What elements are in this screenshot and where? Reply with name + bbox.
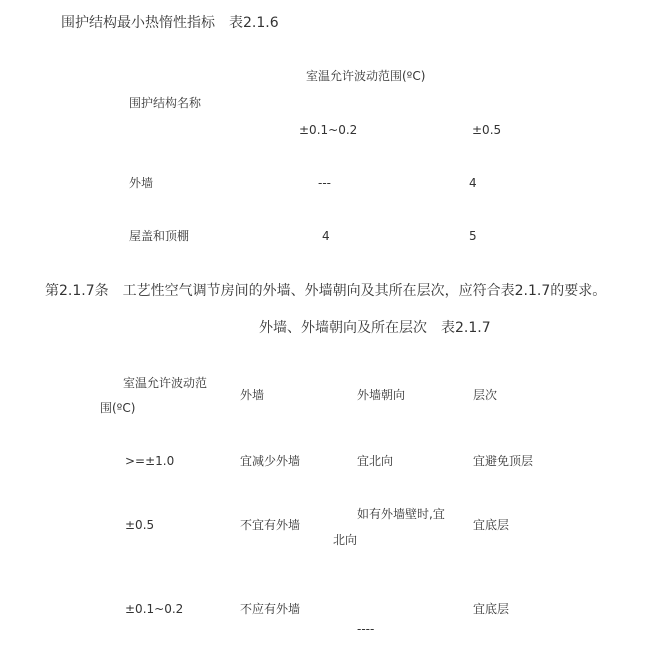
col-header-2: ±0.5 bbox=[472, 123, 502, 137]
header-floor: 层次 bbox=[473, 388, 498, 402]
table-cell-orientation: 宜北向 bbox=[357, 454, 394, 468]
table-cell-wall: 不应有外墙 bbox=[240, 602, 301, 616]
table-cell-floor: 宜避免顶层 bbox=[473, 454, 534, 468]
header-wall: 外墙 bbox=[240, 388, 265, 402]
col-header-1: ±0.1~0.2 bbox=[299, 123, 358, 137]
table-cell-range: ±0.5 bbox=[125, 518, 155, 532]
table-cell-wall: 不宜有外墙 bbox=[240, 518, 301, 532]
table-cell: 4 bbox=[469, 176, 477, 190]
table-cell-range: ±0.1~0.2 bbox=[125, 602, 184, 616]
table-2-1-7-caption: 外墙、外墙朝向及所在层次 表2.1.7 bbox=[259, 320, 491, 336]
range-header: 室温允许波动范围(ºC) bbox=[306, 69, 426, 83]
table-cell: --- bbox=[318, 176, 331, 190]
header-range-line2: 围(ºC) bbox=[100, 401, 136, 415]
table-cell-wall: 宜减少外墙 bbox=[240, 454, 301, 468]
table-cell-floor: 宜底层 bbox=[473, 602, 510, 616]
table-cell-range: >=±1.0 bbox=[125, 454, 175, 468]
table-cell: 4 bbox=[322, 229, 330, 243]
table-row-name: 屋盖和顶棚 bbox=[129, 229, 190, 243]
header-orientation: 外墙朝向 bbox=[357, 388, 406, 402]
table-row-name: 外墙 bbox=[129, 176, 154, 190]
table-cell-orientation-line2: 北向 bbox=[333, 533, 358, 547]
name-header: 围护结构名称 bbox=[129, 96, 202, 110]
table-2-1-6-caption: 围护结构最小热惰性指标 表2.1.6 bbox=[61, 15, 279, 31]
table-cell-orientation-line1: 如有外墙壁时,宜 bbox=[357, 507, 445, 521]
clause-paragraph: 第2.1.7条 工艺性空气调节房间的外墙、外墙朝向及其所在层次，应符合表2.1.7的要求。 bbox=[45, 283, 607, 299]
table-cell: 5 bbox=[469, 229, 477, 243]
table-cell-orientation: ---- bbox=[357, 622, 375, 636]
header-range-line1: 室温允许波动范 bbox=[123, 376, 208, 390]
table-cell-floor: 宜底层 bbox=[473, 518, 510, 532]
